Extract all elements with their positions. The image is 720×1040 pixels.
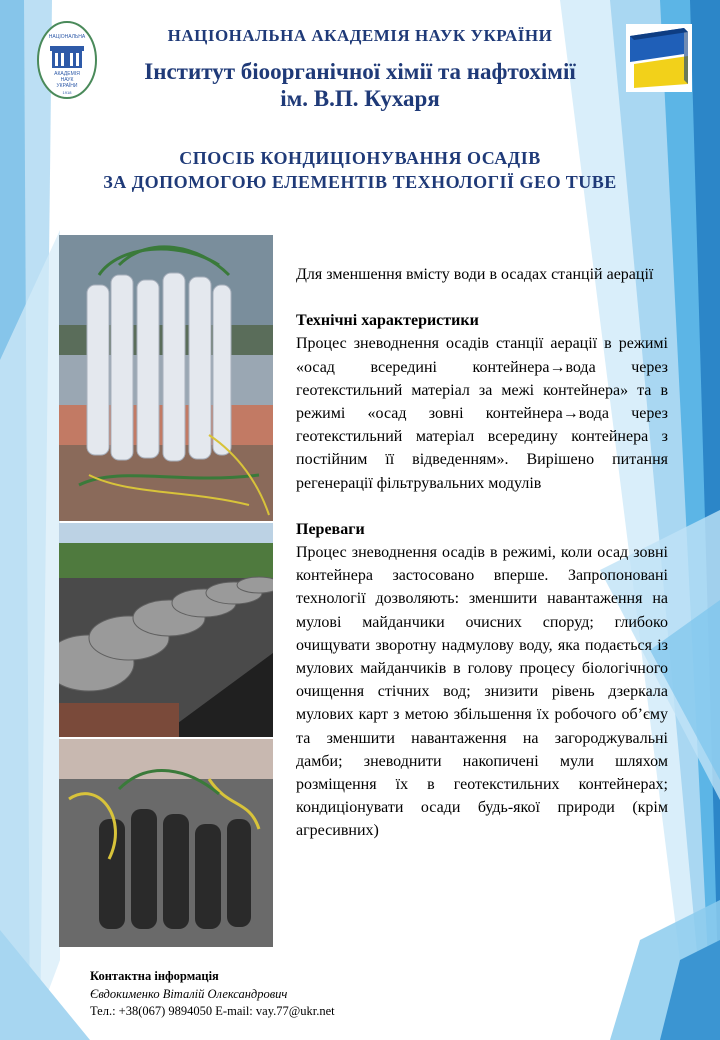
title-line1: СПОСІБ КОНДИЦІОНУВАННЯ ОСАДІВ [179,148,541,168]
document-title [40,146,680,194]
institute-name [110,58,610,112]
institute-name-line1: Інститут біоорганічної хімії та нафтохімії [144,59,576,84]
contact-info [90,968,335,1021]
tech-paragraph: Процес зневоднення осадів станції аерації в режимі «осад всередині контейнера→вода через геотекстильний матеріал за межі контейнера» та в режимі «осад зовні контейнера→вода через геотекстильний матеріал всередину контейнера з постійним її відведенням». Вирішено питання регенерації фільтрувальних модулів [296,335,668,492]
tech-heading: Технічні характеристики [296,312,479,330]
page-header [110,26,610,112]
contact-phone-email: Тел.: +38(067) 9894050 E-mail: vay.77@ukr.net [90,1004,335,1018]
title-line2: ЗА ДОПОМОГОЮ ЕЛЕМЕНТІВ ТЕХНОЛОГІЇ GEO TUBE [103,172,617,192]
nas-ukraine-logo [36,20,98,100]
main-content [296,263,668,843]
logo-text-mid2: НАУК [60,77,74,83]
contact-label: Контактна інформація [90,969,219,983]
logo-text-top: НАЦІОНАЛЬНА [48,34,86,40]
contact-name: Євдокименко Віталій Олександрович [90,986,288,1001]
institute-logo [626,24,692,92]
logo-text-bottom: УКРАЇНИ [56,83,78,89]
logo-year: 1918 [62,90,72,95]
photo-geotube-containers [59,523,273,737]
logo-text-mid1: АКАДЕМІЯ [54,71,80,77]
intro-paragraph: Для зменшення вмісту води в осадах станцій аерації [296,266,654,283]
photo-dewatered-filters [59,739,273,947]
advantages-heading: Переваги [296,520,365,538]
institute-name-line2: ім. В.П. Кухаря [280,86,440,111]
photo-filter-modules [59,235,273,521]
advantages-paragraph: Процес зневоднення осадів в режимі, коли осад зовні контейнера застосовано вперше. Запропоновані технології дозволяють: зменшити навантаження на мулові майданчики очисних споруд; глибоко очищувати зворотну надмулову воду, яка подається із мулових майданчиків в голову процесу біологічного очищення стічних вод; знизити рівень дзеркала мулових карт з метою збільшення їх робочого об’єму та зменшити навантаження на загороджувальні дамби; зневоднити накопичені мули шляхом розміщення їх в геотекстильних контейнерах; кондиціонувати осади будь-якої природи (крім агресивних) [296,544,668,840]
organization-name: НАЦІОНАЛЬНА АКАДЕМІЯ НАУК УКРАЇНИ [167,26,553,45]
